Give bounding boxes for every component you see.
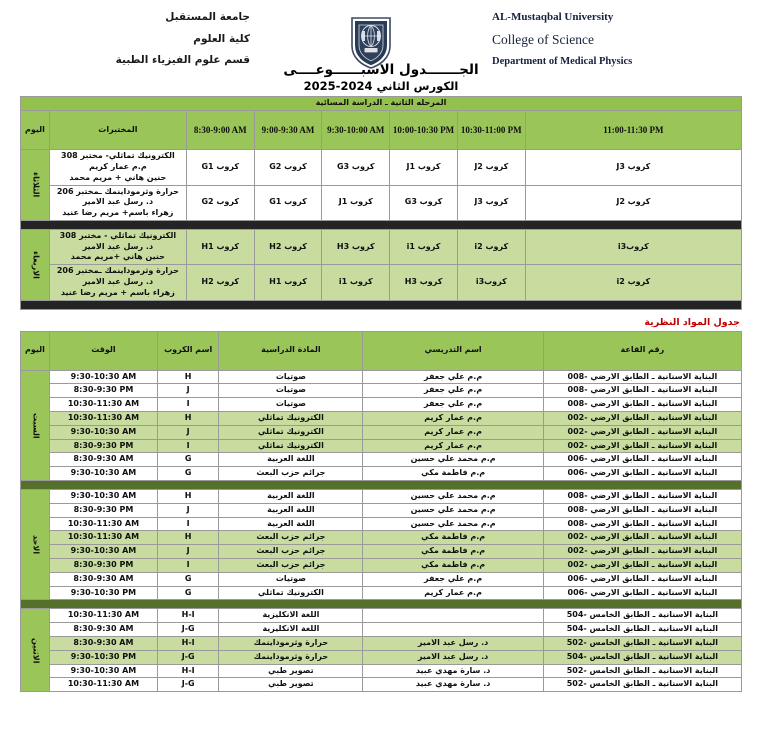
theory-group-cell: J [158, 425, 219, 439]
table-row [21, 637, 742, 651]
theory-teacher-header: اسم التدريسي [363, 331, 543, 370]
table-row [21, 398, 742, 412]
department-name-en: Department of Medical Physics [492, 55, 633, 67]
theory-room-cell: البناية الاسنانية ـ الطابق الارضي -002 [543, 559, 741, 573]
lab-group-cell-5: كروب H1 [186, 229, 254, 264]
theory-time-cell: 8:30-9:30 PM [49, 439, 157, 453]
theory-subject-cell: اللغة العربية [219, 453, 363, 467]
theory-time-cell: 9:30-10:30 AM [49, 370, 157, 384]
theory-teacher-cell: م.م عمار كريم [363, 439, 543, 453]
lab-bottom-bar [21, 300, 742, 309]
lab-desc-line: م.م عمار كريم [89, 161, 147, 171]
theory-time-cell: 9:30-10:30 PM [49, 586, 157, 600]
theory-room-cell: البناية الاسنانية ـ الطابق الارضي -008 [543, 503, 741, 517]
lab-group-cell-2: كروب H3 [390, 265, 458, 300]
lab-time-header-0: 11:00-11:30 PM [525, 111, 741, 150]
lab-group-cell-3: كروب G3 [322, 150, 390, 185]
lab-day-cell: الثلاثاء [21, 150, 50, 221]
theory-separator-cell [21, 481, 742, 490]
lab-group-cell-3: كروب H3 [322, 229, 390, 264]
theory-time-header: الوقت [49, 331, 157, 370]
theory-group-header: اسم الكروب [158, 331, 219, 370]
lab-row [21, 265, 742, 300]
theory-time-cell: 10:30-11:30 AM [49, 398, 157, 412]
lab-bottom-cell [21, 300, 742, 309]
theory-teacher-cell: م.م فاطمة مكي [363, 531, 543, 545]
theory-group-cell: H-I [158, 609, 219, 623]
lab-stage-band: المرحله الثانية ـ الدراسة المسائية [21, 97, 742, 111]
theory-group-cell: J [158, 384, 219, 398]
theory-teacher-cell: م.م عمار كريم [363, 425, 543, 439]
theory-time-cell: 8:30-9:30 AM [49, 623, 157, 637]
theory-room-cell: البناية الاسنانية ـ الطابق الارضي -008 [543, 517, 741, 531]
theory-time-cell: 8:30-9:30 AM [49, 637, 157, 651]
theory-time-cell: 8:30-9:30 AM [49, 453, 157, 467]
theory-subject-cell: الكترونيك تماثلي [219, 425, 363, 439]
theory-subject-cell: حرارة وثرموداينمك [219, 637, 363, 651]
theory-group-cell: J [158, 503, 219, 517]
theory-teacher-cell: د. رسل عبد الامير [363, 637, 543, 651]
theory-separator-bar [21, 600, 742, 609]
theory-day-header: اليوم [21, 331, 50, 370]
lab-description-cell [49, 265, 186, 300]
theory-day-cell: السبت [21, 370, 50, 480]
theory-room-cell: البناية الاسنانية ـ الطابق الارضي -002 [543, 545, 741, 559]
theory-subject-cell: صوتيات [219, 398, 363, 412]
lab-desc-line: د. رسل عبد الامير [82, 241, 154, 251]
theory-teacher-cell: د. سارة مهدي عبيد [363, 678, 543, 692]
lab-desc-line: حرارة وثرموداينمك ـمختبر 206 [56, 186, 179, 196]
lab-description-cell [49, 185, 186, 220]
theory-subject-cell: صوتيات [219, 384, 363, 398]
lab-group-cell-4: كروب H1 [254, 265, 322, 300]
theory-room-cell: البناية الاسنانية ـ الطابق الارضي -002 [543, 412, 741, 426]
theory-room-cell: البناية الاسنانية ـ الطابق الخامس -504 [543, 650, 741, 664]
theory-room-cell: البناية الاسنانية ـ الطابق الخامس -504 [543, 623, 741, 637]
table-row [21, 531, 742, 545]
theory-subject-cell: تصوير طبي [219, 678, 363, 692]
lab-desc-line: د. رسل عبد الامير [82, 197, 154, 207]
lab-group-cell-4: كروب G2 [254, 150, 322, 185]
theory-time-cell: 10:30-11:30 AM [49, 678, 157, 692]
theory-teacher-cell: م.م محمد علي حسين [363, 490, 543, 504]
theory-room-cell: البناية الاسنانية ـ الطابق الخامس -502 [543, 678, 741, 692]
theory-day-cell: الاحد [21, 490, 50, 600]
theory-time-cell: 8:30-9:30 AM [49, 572, 157, 586]
table-row [21, 412, 742, 426]
table-row [21, 425, 742, 439]
theory-group-cell: I [158, 439, 219, 453]
lab-group-cell-4: كروب H2 [254, 229, 322, 264]
theory-room-cell: البناية الاسنانية ـ الطابق الارضي -008 [543, 384, 741, 398]
lab-desc-line: حنين هاني +مريم محمد [70, 252, 165, 262]
lab-group-cell-5: كروب G2 [186, 185, 254, 220]
page-title: الجـــــــدول الاسبــــــوعــــى [283, 62, 479, 78]
theory-subject-cell: اللغة العربية [219, 517, 363, 531]
table-row [21, 586, 742, 600]
table-row [21, 664, 742, 678]
theory-subject-cell: جرائم حزب البعث [219, 467, 363, 481]
theory-time-cell: 10:30-11:30 AM [49, 517, 157, 531]
theory-group-cell: G [158, 453, 219, 467]
theory-teacher-cell [363, 623, 543, 637]
theory-group-cell: G [158, 586, 219, 600]
table-row [21, 467, 742, 481]
theory-group-cell: I [158, 559, 219, 573]
theory-teacher-cell: م.م محمد علي حسين [363, 517, 543, 531]
lab-group-cell-0: كروب i2 [525, 265, 741, 300]
lab-time-header-4: 9:00-9:30 AM [254, 111, 322, 150]
theory-group-cell: I [158, 398, 219, 412]
lab-group-cell-0: كروب J3 [525, 150, 741, 185]
theory-time-cell: 8:30-9:30 PM [49, 503, 157, 517]
university-name-en: AL-Mustaqbal University [492, 11, 614, 23]
lab-description-cell [49, 150, 186, 185]
lab-group-cell-2: كروب J1 [390, 150, 458, 185]
theory-table-wrap [0, 331, 762, 693]
lab-group-cell-1: كروب J3 [457, 185, 525, 220]
theory-group-cell: H-I [158, 664, 219, 678]
table-row [21, 650, 742, 664]
table-row [21, 384, 742, 398]
theory-separator-bar [21, 481, 742, 490]
theory-time-cell: 9:30-10:30 PM [49, 650, 157, 664]
theory-subject-cell: الكترونيك تماثلي [219, 439, 363, 453]
lab-desc-line: د. رسل عبد الامير [82, 277, 154, 287]
lab-labs-header: المختبرات [49, 111, 186, 150]
lab-group-cell-3: كروب i1 [322, 265, 390, 300]
theory-schedule-table [20, 331, 742, 693]
theory-room-header: رقم القاعة [543, 331, 741, 370]
lab-separator-bar [21, 220, 742, 229]
theory-subject-cell: الكترونيك تماثلي [219, 412, 363, 426]
table-row [21, 453, 742, 467]
course-term: الكورس الثاني 2024-2025 [303, 78, 459, 93]
theory-group-cell: G [158, 467, 219, 481]
theory-subject-cell: حرارة وثرموداينمك [219, 650, 363, 664]
theory-group-cell: H [158, 370, 219, 384]
lab-time-header-1: 10:30-11:00 PM [457, 111, 525, 150]
lab-group-cell-4: كروب G1 [254, 185, 322, 220]
theory-room-cell: البناية الاسنانية ـ الطابق الارضي -006 [543, 453, 741, 467]
department-name-ar: قسم علوم الفيزياء الطبية [115, 54, 250, 66]
theory-time-cell: 9:30-10:30 AM [49, 490, 157, 504]
lab-time-header-3: 9:30-10:00 AM [322, 111, 390, 150]
theory-room-cell: البناية الاسنانية ـ الطابق الخامس -502 [543, 664, 741, 678]
theory-subject-cell: جرائم حزب البعث [219, 531, 363, 545]
theory-room-cell: البناية الاسنانية ـ الطابق الارضي -006 [543, 572, 741, 586]
theory-section-label: جدول المواد النظرية [644, 316, 740, 328]
theory-subject-cell: صوتيات [219, 572, 363, 586]
lab-desc-line: حنين هاني + مريم محمد [69, 172, 167, 182]
theory-subject-header: المادة الدراسية [219, 331, 363, 370]
lab-description-cell [49, 229, 186, 264]
lab-desc-line: الكترونيك تماثلي- مختبر 308 [61, 151, 175, 161]
theory-room-cell: البناية الاسنانية ـ الطابق الارضي -002 [543, 439, 741, 453]
lab-group-cell-2: كروب G3 [390, 185, 458, 220]
theory-subject-cell: اللغة الانكليزية [219, 623, 363, 637]
theory-teacher-cell: م.م فاطمة مكي [363, 467, 543, 481]
theory-time-cell: 9:30-10:30 AM [49, 467, 157, 481]
theory-group-cell: H [158, 490, 219, 504]
theory-subject-cell: اللغة العربية [219, 503, 363, 517]
theory-teacher-cell: م.م علي جعفر [363, 384, 543, 398]
theory-time-cell: 9:30-10:30 AM [49, 664, 157, 678]
lab-group-cell-1: كروب J2 [457, 150, 525, 185]
letterhead-english [492, 12, 742, 77]
theory-subject-cell: تصوير طبي [219, 664, 363, 678]
theory-group-cell: H [158, 531, 219, 545]
theory-time-cell: 8:30-9:30 PM [49, 384, 157, 398]
theory-teacher-cell: د. سارة مهدي عبيد [363, 664, 543, 678]
theory-time-cell: 10:30-11:30 AM [49, 531, 157, 545]
theory-teacher-cell: م.م علي جعفر [363, 398, 543, 412]
theory-time-cell: 9:30-10:30 AM [49, 545, 157, 559]
theory-room-cell: البناية الاسنانية ـ الطابق الارضي -002 [543, 425, 741, 439]
theory-teacher-cell: د. رسل عبد الامير [363, 650, 543, 664]
theory-room-cell: البناية الاسنانية ـ الطابق الارضي -008 [543, 490, 741, 504]
theory-teacher-cell: م.م عمار كريم [363, 412, 543, 426]
table-row [21, 559, 742, 573]
theory-teacher-cell: م.م محمد علي حسين [363, 453, 543, 467]
lab-group-cell-2: كروب i1 [390, 229, 458, 264]
lab-day-cell: الاربعاء [21, 229, 50, 300]
theory-subject-cell: صوتيات [219, 370, 363, 384]
theory-header-row [21, 331, 742, 370]
lab-desc-line: الكترونيك تماثلي - مختبر 308 [59, 230, 177, 240]
theory-teacher-cell: م.م علي جعفر [363, 572, 543, 586]
theory-teacher-cell: م.م علي جعفر [363, 370, 543, 384]
theory-group-cell: H [158, 412, 219, 426]
theory-room-cell: البناية الاسنانية ـ الطابق الارضي -008 [543, 398, 741, 412]
lab-desc-line: حرارة وثرموداينمك ـمختبر 206 [56, 266, 179, 276]
theory-teacher-cell: م.م محمد علي حسين [363, 503, 543, 517]
theory-time-cell: 10:30-11:30 AM [49, 412, 157, 426]
theory-room-cell: البناية الاسنانية ـ الطابق الارضي -006 [543, 586, 741, 600]
college-name-ar: كلية العلوم [193, 32, 250, 45]
lab-row [21, 229, 742, 264]
table-row [21, 517, 742, 531]
lab-row [21, 185, 742, 220]
table-row [21, 503, 742, 517]
lab-day-header: اليوم [21, 111, 50, 150]
lab-table-wrap [0, 96, 762, 309]
lab-group-cell-3: كروب J1 [322, 185, 390, 220]
table-row [21, 623, 742, 637]
theory-group-cell: H-I [158, 637, 219, 651]
table-row [21, 439, 742, 453]
theory-group-cell: J-G [158, 650, 219, 664]
theory-subject-cell: اللغة العربية [219, 490, 363, 504]
lab-time-header-5: 8:30-9:00 AM [186, 111, 254, 150]
theory-group-cell: I [158, 517, 219, 531]
lab-desc-line: زهراء باسم+ مريم رضا عنيد [62, 208, 174, 218]
letterhead-arabic [20, 12, 250, 77]
theory-subject-cell: اللغة الانكليزية [219, 609, 363, 623]
lab-header-row [21, 111, 742, 150]
lab-band-row [21, 97, 742, 111]
theory-subject-cell: الكترونيك تماثلي [219, 586, 363, 600]
lab-group-cell-5: كروب H2 [186, 265, 254, 300]
theory-teacher-cell: م.م عمار كريم [363, 586, 543, 600]
theory-room-cell: البناية الاسنانية ـ الطابق الارضي -006 [543, 467, 741, 481]
theory-room-cell: البناية الاسنانية ـ الطابق الارضي -008 [543, 370, 741, 384]
theory-subject-cell: جرائم حزب البعث [219, 559, 363, 573]
table-row [21, 370, 742, 384]
theory-time-cell: 9:30-10:30 AM [49, 425, 157, 439]
lab-group-cell-1: كروب i2 [457, 229, 525, 264]
lab-time-header-2: 10:00-10:30 PM [390, 111, 458, 150]
table-row [21, 572, 742, 586]
theory-time-cell: 8:30-9:30 PM [49, 559, 157, 573]
theory-group-cell: J [158, 545, 219, 559]
theory-separator-cell [21, 600, 742, 609]
theory-room-cell: البناية الاسنانية ـ الطابق الارضي -002 [543, 531, 741, 545]
theory-group-cell: J-G [158, 678, 219, 692]
theory-teacher-cell: م.م فاطمة مكي [363, 545, 543, 559]
lab-desc-line: زهراء باسم + مريم رضا عنيد [60, 287, 175, 297]
lab-group-cell-5: كروب G1 [186, 150, 254, 185]
college-name-en: College of Science [492, 32, 594, 47]
theory-teacher-cell [363, 609, 543, 623]
theory-time-cell: 10:30-11:30 AM [49, 609, 157, 623]
theory-group-cell: G [158, 572, 219, 586]
lab-group-cell-1: كروبi3 [457, 265, 525, 300]
lab-row [21, 150, 742, 185]
theory-room-cell: البناية الاسنانية ـ الطابق الخامس -502 [543, 637, 741, 651]
theory-room-cell: البناية الاسنانية ـ الطابق الخامس -504 [543, 609, 741, 623]
lab-group-cell-0: كروب J2 [525, 185, 741, 220]
university-name-ar: جامعة المستقبل [165, 11, 250, 23]
theory-teacher-cell: م.م فاطمة مكي [363, 559, 543, 573]
theory-subject-cell: جرائم حزب البعث [219, 545, 363, 559]
table-row [21, 545, 742, 559]
table-row [21, 609, 742, 623]
table-row [21, 490, 742, 504]
lab-group-cell-0: كروبi3 [525, 229, 741, 264]
lab-schedule-table [20, 96, 742, 309]
theory-day-cell: الاثنين [21, 609, 50, 692]
lab-separator-cell [21, 220, 742, 229]
theory-group-cell: J-G [158, 623, 219, 637]
table-row [21, 678, 742, 692]
